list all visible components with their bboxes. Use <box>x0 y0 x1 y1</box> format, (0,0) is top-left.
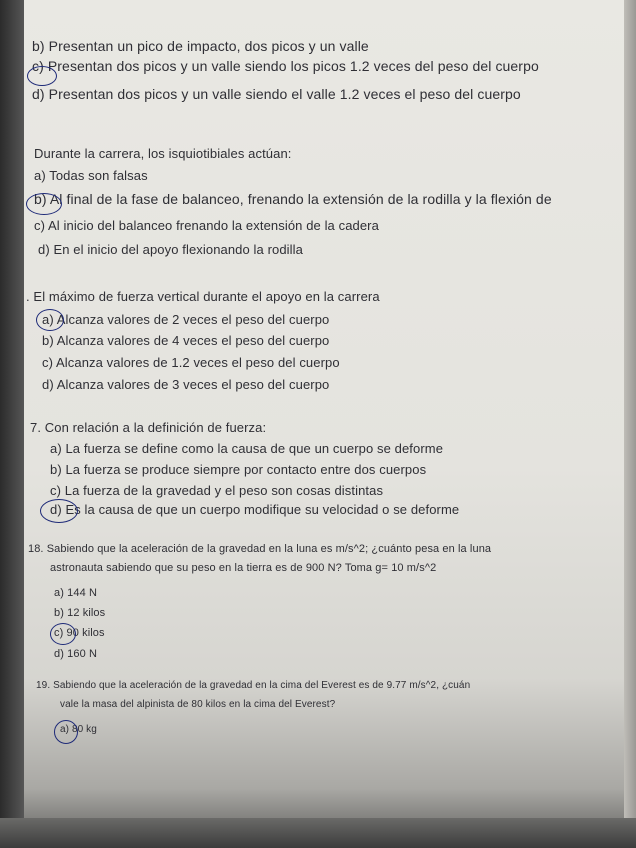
question-text: Durante la carrera, los isquiotibiales actúan: <box>34 146 292 161</box>
answer-circle-mark <box>27 66 57 86</box>
option-text: d) Es la causa de que un cuerpo modifique su velocidad o se deforme <box>50 502 460 517</box>
option-text: d) Presentan dos picos y un valle siendo el valle 1.2 veces el peso del cuerpo <box>32 86 521 102</box>
question-text: 18. Sabiendo que la aceleración de la gravedad en la luna es m/s^2; ¿cuánto pesa en la luna <box>28 543 492 555</box>
option-text: c) Al inicio del balanceo frenando la extensión de la cadera <box>34 218 379 233</box>
question-text: 19. Sabiendo que la aceleración de la gravedad en la cima del Everest es de 9.77 m/s^2, ¿cuán <box>36 680 471 691</box>
option-text: c) 90 kilos <box>54 627 105 639</box>
answer-circle-mark <box>26 193 62 215</box>
option-text: b) La fuerza se produce siempre por contacto entre dos cuerpos <box>50 462 427 477</box>
option-text: c) Alcanza valores de 1.2 veces el peso del cuerpo <box>42 355 340 370</box>
option-text: c) La fuerza de la gravedad y el peso son cosas distintas <box>50 483 384 498</box>
option-text: b) Presentan un pico de impacto, dos picos y un valle <box>32 38 369 54</box>
exam-page <box>24 0 624 848</box>
option-text: d) 160 N <box>54 648 97 660</box>
option-text: c) Presentan dos picos y un valle siendo los picos 1.2 veces del peso del cuerpo <box>32 58 539 74</box>
question-text: . El máximo de fuerza vertical durante el apoyo en la carrera <box>26 289 380 304</box>
photo-background-bottom <box>0 818 636 848</box>
question-text: astronauta sabiendo que su peso en la tierra es de 900 N? Toma g= 10 m/s^2 <box>50 562 437 574</box>
option-text: b) Alcanza valores de 4 veces el peso del cuerpo <box>42 333 330 348</box>
answer-circle-mark <box>50 623 76 645</box>
option-text: d) Alcanza valores de 3 veces el peso del cuerpo <box>42 377 330 392</box>
option-text: a) La fuerza se define como la causa de que un cuerpo se deforme <box>50 441 444 456</box>
option-text: a) 144 N <box>54 587 97 599</box>
option-text: a) Todas son falsas <box>34 168 148 183</box>
option-text: d) En el inicio del apoyo flexionando la rodilla <box>38 242 303 257</box>
option-text: a) Alcanza valores de 2 veces el peso del cuerpo <box>42 312 330 327</box>
answer-circle-mark <box>54 720 78 744</box>
option-text: b) 12 kilos <box>54 607 106 619</box>
answer-circle-mark <box>36 309 64 331</box>
photo-background-left <box>0 0 26 848</box>
answer-circle-mark <box>40 499 78 523</box>
option-text: a) 80 kg <box>60 724 97 735</box>
question-text: 7. Con relación a la definición de fuerza: <box>30 420 267 435</box>
question-text: vale la masa del alpinista de 80 kilos en la cima del Everest? <box>60 699 336 710</box>
option-text: b) Al final de la fase de balanceo, frenando la extensión de la rodilla y la flexión de <box>34 191 552 207</box>
